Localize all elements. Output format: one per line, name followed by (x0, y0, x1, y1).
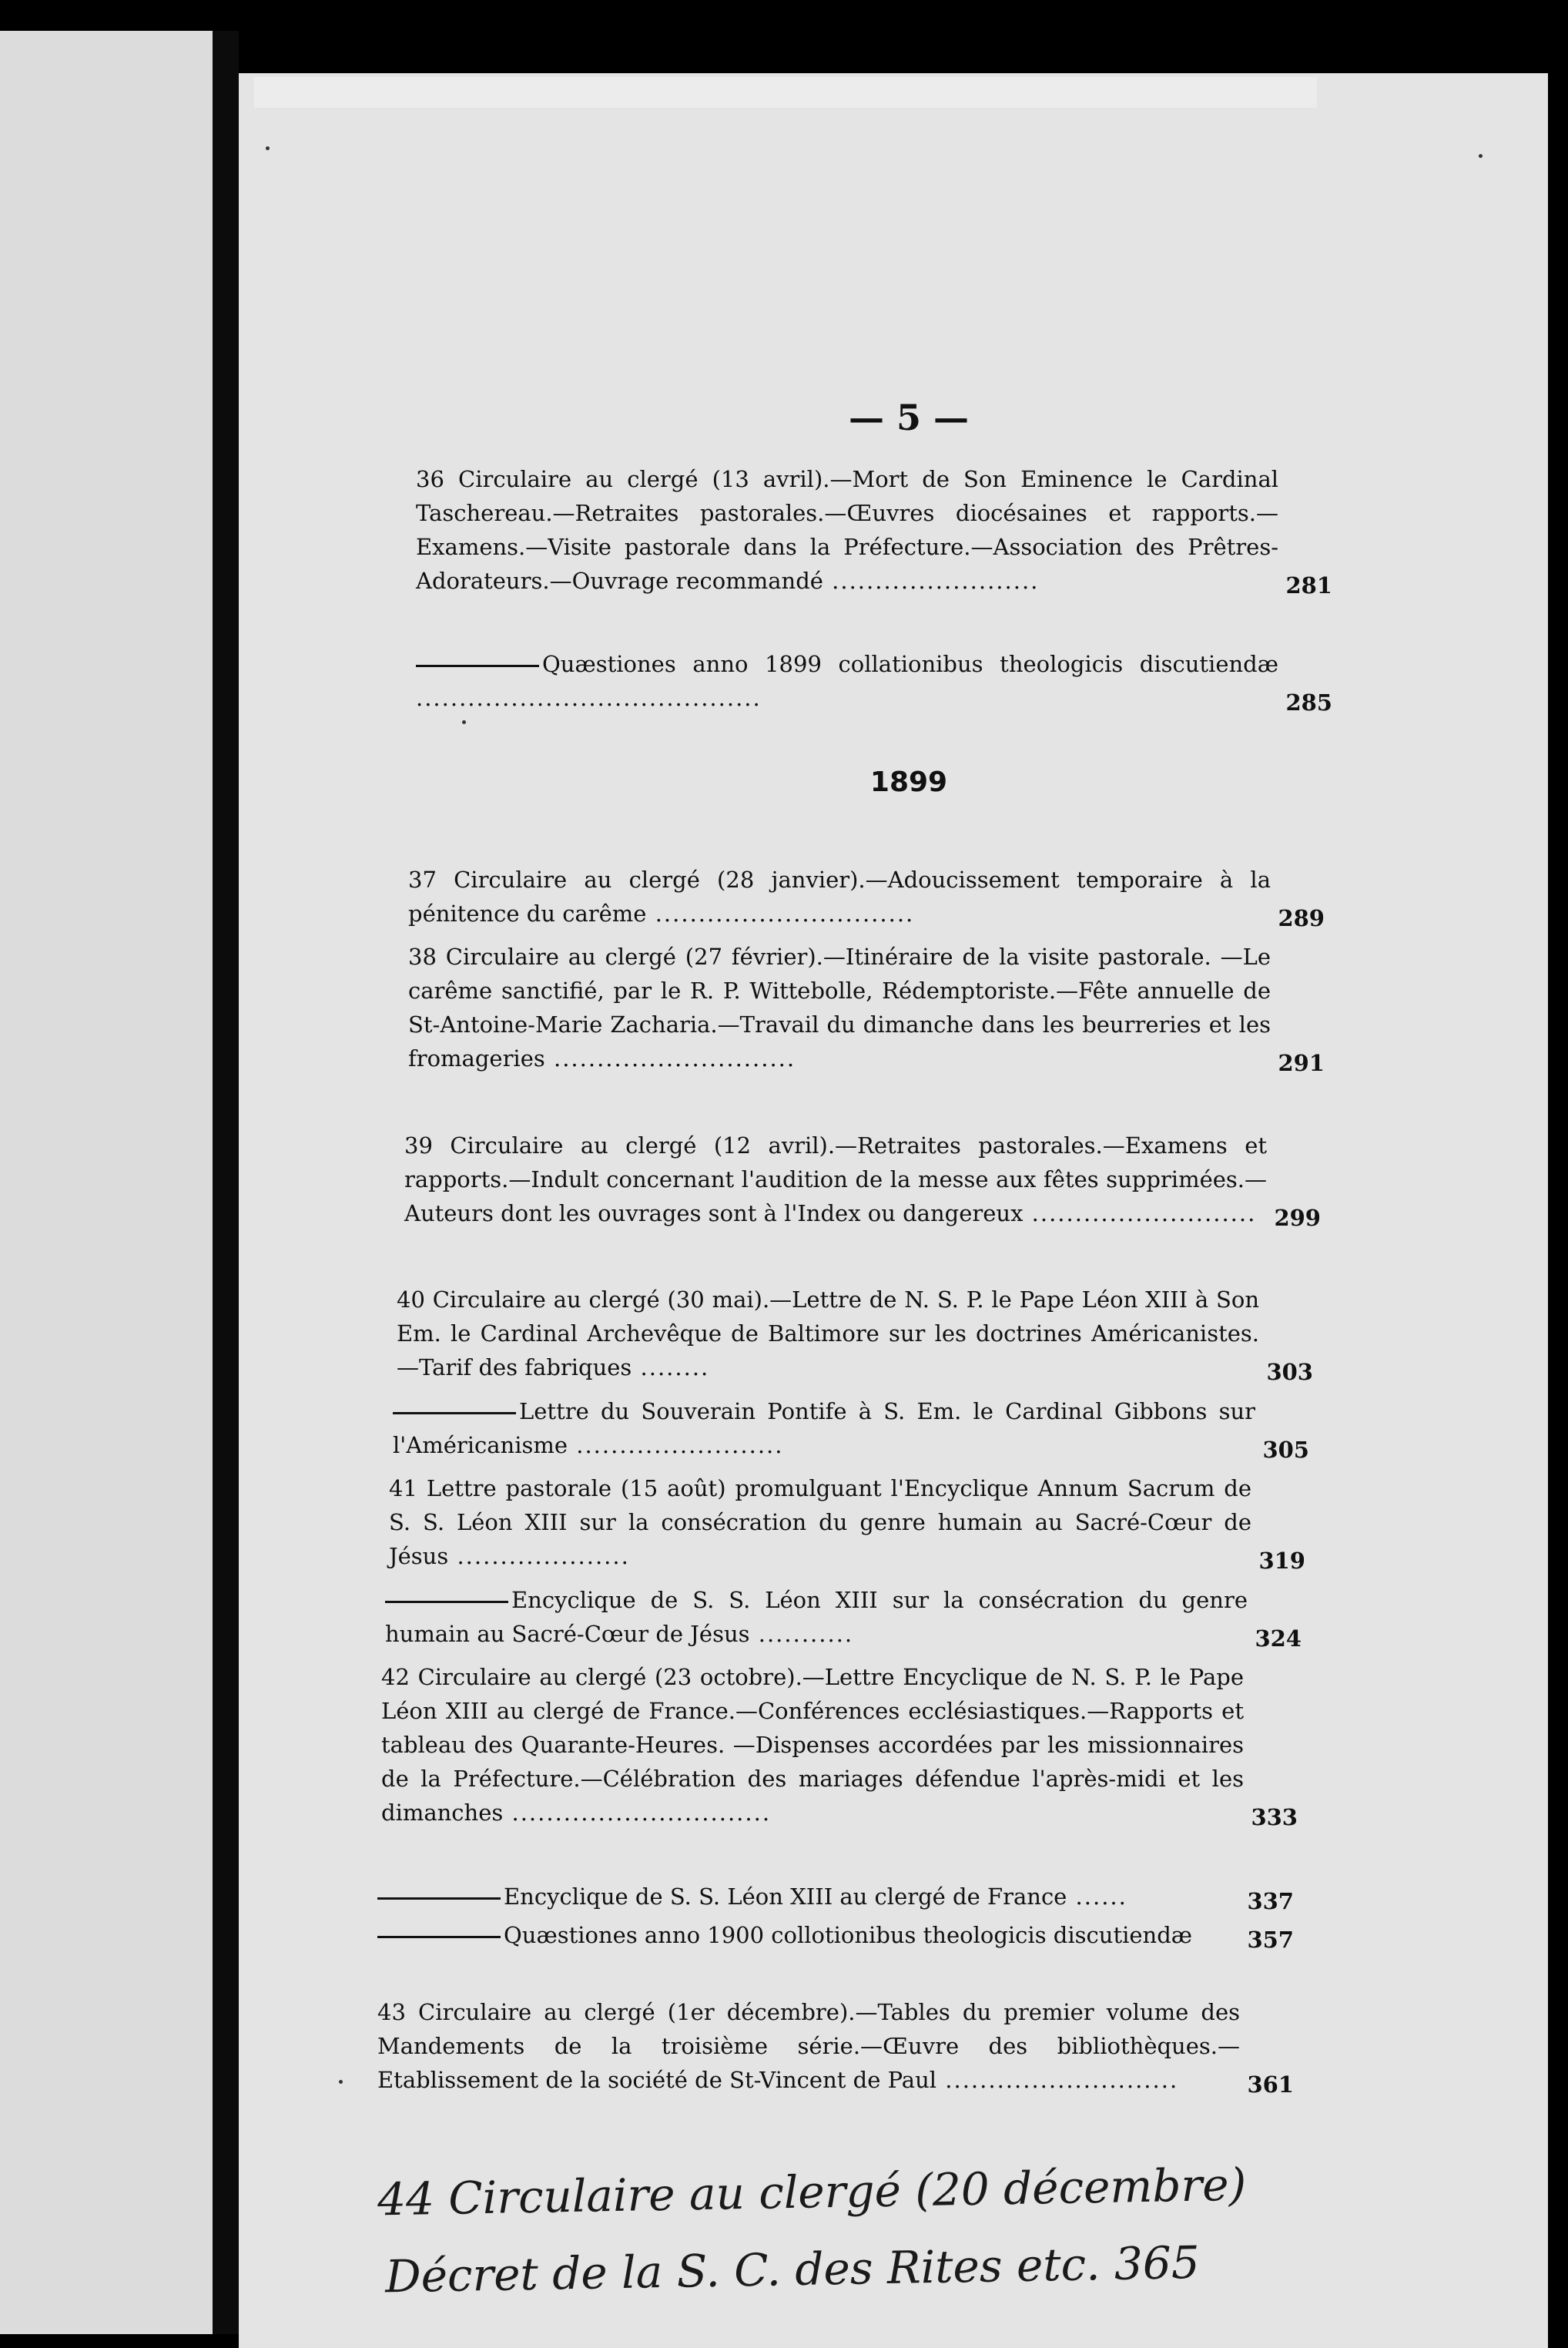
entry-page-number: 281 (1285, 572, 1332, 599)
entry-page-number: 333 (1251, 1804, 1298, 1830)
entry-page-number: 357 (1247, 1927, 1294, 1953)
entry-text: Circulaire au clergé (27 février).—Itinéraire de la visite pastorale. —Le carême sanctifié, par le R. P. Wittebolle, Rédemptoriste.—Fête annuelle de St-Antoine-Marie Zacharia.—Travail du dimanche dans les beurreries et les fromageries (408, 944, 1278, 1072)
entry-text: Lettre pastorale (15 août) promulguant l'Encyclique Annum Sacrum de S. S. Léon XIII sur la consécration du genre humain au Sacré-Cœur de Jésus (389, 1475, 1259, 1569)
entry-page-number: 299 (1274, 1205, 1321, 1231)
entry-number: 36 (416, 466, 444, 492)
year-heading: 1899 (869, 766, 948, 798)
continuation-dash (393, 1412, 516, 1414)
toc-entry-40: 40 Circulaire au clergé (30 mai).—Lettre de N. S. P. le Pape Léon XIII à Son Em. le Cardinal Archevêque de Baltimore sur les doctrines Américanistes. —Tarif des fabriques ........ 303 (397, 1283, 1313, 1384)
toc-entry-43: 43 Circulaire au clergé (1er décembre).—Tables du premier volume des Mandements de la troisième série.—Œuvre des bibliothèques.—Etablissement de la société de St-Vincent de Paul ........................... 361 (377, 1995, 1294, 2097)
entry-number: 41 (389, 1475, 417, 1501)
entry-number: 42 (381, 1664, 410, 1690)
entry-text: Circulaire au clergé (28 janvier).—Adoucissement temporaire à la pénitence du carême (408, 867, 1278, 927)
entry-text: Circulaire au clergé (12 avril).—Retraites pastorales.—Examens et rapports.—Indult concernant l'audition de la messe aux fêtes supprimées.—Auteurs dont les ouvrages sont à l'Index ou dangereux (404, 1132, 1275, 1226)
entry-text: Encyclique de S. S. Léon XIII au clergé de France (504, 1883, 1067, 1910)
entry-text: Quæstiones anno 1899 collationibus theologicis discutiendæ (542, 651, 1278, 677)
entry-page-number: 305 (1262, 1437, 1309, 1463)
page-number: — 5 — (848, 397, 970, 438)
toc-entry-36-sub: Quæstiones anno 1899 collationibus theologicis discutiendæ ........................................ 285 (416, 647, 1332, 715)
entry-page-number: 285 (1285, 689, 1332, 716)
continuation-dash (385, 1601, 508, 1603)
toc-entry-42: 42 Circulaire au clergé (23 octobre).—Lettre Encyclique de N. S. P. le Pape Léon XIII au clergé de France.—Conférences ecclésiastiques.—Rapports et tableau des Quarante-Heures. —Dispenses accordées par les missionnaires de la Préfecture.—Célébration des mariages défendue l'après-midi et les dimanches .............................. 333 (381, 1660, 1298, 1830)
continuation-dash (416, 665, 539, 667)
entry-number: 40 (397, 1286, 425, 1313)
handwritten-note-line-1: 44 Circulaire au clergé (20 décembre) (377, 2158, 1247, 2226)
entry-text: Circulaire au clergé (23 octobre).—Lettre Encyclique de N. S. P. le Pape Léon XIII au clergé de France.—Conférences ecclésiastiques.—Rapports et tableau des Quarante-Heures. —Dispenses accordées par les missionnaires de la Préfecture.—Célébration des mariages défendue l'après-midi et les dimanches (381, 1664, 1251, 1826)
entry-number: 43 (377, 1999, 406, 2025)
entry-text: Circulaire au clergé (1er décembre).—Tables du premier volume des Mandements de la troisième série.—Œuvre des bibliothèques.—Etablissement de la société de St-Vincent de Paul (377, 1999, 1248, 2093)
entry-text: Encyclique de S. S. Léon XIII sur la consécration du genre humain au Sacré-Cœur de Jésus (385, 1587, 1255, 1647)
entry-page-number: 289 (1278, 905, 1325, 931)
continuation-dash (377, 1936, 501, 1938)
entry-text: Circulaire au clergé (30 mai).—Lettre de N. S. P. le Pape Léon XIII à Son Em. le Cardinal Archevêque de Baltimore sur les doctrines Américanistes. —Tarif des fabriques (397, 1286, 1267, 1380)
toc-entry-41-sub: Encyclique de S. S. Léon XIII sur la consécration du genre humain au Sacré-Cœur de Jésus ........... 324 (385, 1583, 1302, 1651)
handwritten-note-line-2: Décret de la S. C. des Rites etc. 365 (384, 2236, 1201, 2303)
entry-number: 39 (404, 1132, 433, 1159)
entry-number: 38 (408, 944, 437, 970)
entry-page-number: 291 (1278, 1050, 1325, 1076)
entry-text: Circulaire au clergé (13 avril).—Mort de Son Eminence le Cardinal Taschereau.—Retraites pastorales.—Œuvres diocésaines et rapports.—Examens.—Visite pastorale dans la Préfecture.—Association des Prêtres-Adorateurs.—Ouvrage recommandé (416, 466, 1286, 594)
continuation-dash (377, 1897, 501, 1900)
toc-entry-38: 38 Circulaire au clergé (27 février).—Itinéraire de la visite pastorale. —Le carême sanctifié, par le R. P. Wittebolle, Rédemptoriste.—Fête annuelle de St-Antoine-Marie Zacharia.—Travail du dimanche dans les beurreries et les fromageries ............................ 291 (408, 940, 1325, 1075)
entry-page-number: 319 (1258, 1548, 1305, 1574)
entry-text: Lettre du Souverain Pontife à S. Em. le Cardinal Gibbons sur l'Américanisme (393, 1398, 1263, 1458)
entry-page-number: 361 (1247, 2071, 1294, 2098)
toc-entry-42-sub-1: Encyclique de S. S. Léon XIII au clergé de France ...... 337 (377, 1880, 1294, 1914)
entry-page-number: 337 (1247, 1888, 1294, 1914)
entry-text: Quæstiones anno 1900 collotionibus theologicis discutiendæ (504, 1922, 1193, 1948)
entry-number: 37 (408, 867, 437, 893)
toc-entry-39: 39 Circulaire au clergé (12 avril).—Retraites pastorales.—Examens et rapports.—Indult concernant l'audition de la messe aux fêtes supprimées.—Auteurs dont les ouvrages sont à l'Index ou dangereux .......................... 299 (404, 1129, 1321, 1230)
toc-entry-42-sub-2 (377, 1918, 1294, 1952)
toc-entry-37: 37 Circulaire au clergé (28 janvier).—Adoucissement temporaire à la pénitence du carême .............................. 289 (408, 863, 1325, 931)
toc-entry-40-sub: Lettre du Souverain Pontife à S. Em. le Cardinal Gibbons sur l'Américanisme ........................ 305 (393, 1394, 1309, 1462)
entry-page-number: 324 (1255, 1625, 1302, 1652)
toc-entry-41: 41 Lettre pastorale (15 août) promulguant l'Encyclique Annum Sacrum de S. S. Léon XIII sur la consécration du genre humain au Sacré-Cœur de Jésus .................... 319 (389, 1471, 1305, 1573)
toc-entry-36: 36 Circulaire au clergé (13 avril).—Mort de Son Eminence le Cardinal Taschereau.—Retraites pastorales.—Œuvres diocésaines et rapports.—Examens.—Visite pastorale dans la Préfecture.—Association des Prêtres-Adorateurs.—Ouvrage recommandé ........................ 281 (416, 462, 1332, 598)
entry-page-number: 303 (1266, 1359, 1313, 1385)
